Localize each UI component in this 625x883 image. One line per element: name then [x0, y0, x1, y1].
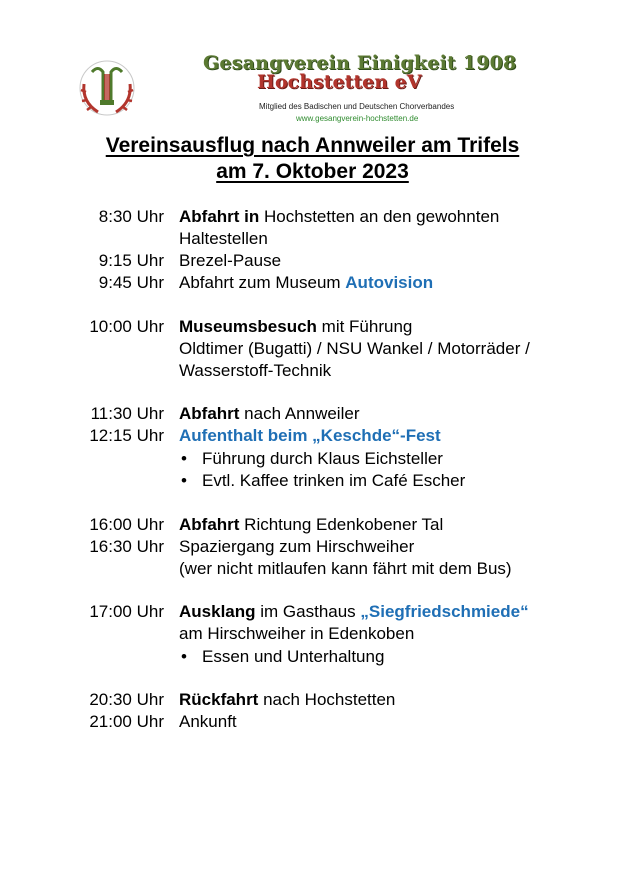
- schedule-desc: [179, 403, 359, 425]
- schedule-time: 8:30 Uhr: [98, 207, 164, 226]
- bullet-icon: •: [181, 471, 187, 490]
- bullet-item: [0, 470, 625, 492]
- schedule-time: 16:30 Uhr: [89, 537, 164, 556]
- website-link[interactable]: www.gesangverein-hochstetten.de: [296, 114, 419, 123]
- desc-text: Wasserstoff-Technik: [179, 361, 332, 380]
- schedule-time: 9:15 Uhr: [98, 251, 164, 270]
- schedule-desc: [179, 514, 443, 536]
- schedule-desc: [179, 272, 433, 294]
- bullet-item: [0, 646, 625, 668]
- schedule-row: [0, 250, 625, 272]
- desc-bold: Ausklang: [179, 602, 256, 621]
- bullet-text: Evtl. Kaffee trinken im Café Escher: [202, 471, 466, 490]
- title-line1: Vereinsausflug nach Annweiler am Trifels: [105, 134, 520, 157]
- schedule-row: [0, 272, 625, 294]
- desc-text: Oldtimer (Bugatti) / NSU Wankel / Motorräder /: [179, 339, 530, 358]
- schedule-desc: [179, 689, 395, 711]
- org-name-line1: Gesangverein Einigkeit 1908: [203, 52, 517, 74]
- letterhead: [0, 0, 625, 130]
- schedule-time: 17:00 Uhr: [89, 602, 164, 621]
- schedule-desc: [179, 601, 529, 623]
- schedule-row: [0, 689, 625, 711]
- membership-text: Mitglied des Badischen und Deutschen Chorverbandes: [259, 102, 455, 111]
- desc-text: Hochstetten an den gewohnten: [259, 207, 500, 226]
- schedule-row: [0, 711, 625, 733]
- schedule-row-cont: [0, 558, 625, 580]
- schedule-time: 12:15 Uhr: [89, 426, 164, 445]
- desc-bold: Museumsbesuch: [179, 317, 317, 336]
- desc-text: Richtung Edenkobener Tal: [239, 515, 444, 534]
- title-line2: am 7. Oktober 2023: [216, 160, 409, 183]
- desc-highlight: „Siegfriedschmiede“: [360, 602, 529, 621]
- desc-text: Ankunft: [179, 712, 237, 731]
- desc-bold: Rückfahrt: [179, 690, 259, 709]
- desc-text: am Hirschweiher in Edenkoben: [179, 624, 415, 643]
- schedule-row: [0, 536, 625, 558]
- desc-text: Haltestellen: [179, 229, 268, 248]
- schedule-desc: [179, 206, 499, 228]
- desc-highlight: Aufenthalt beim „Keschde“-Fest: [179, 426, 441, 445]
- schedule-time: 21:00 Uhr: [89, 712, 164, 731]
- desc-bold: Abfahrt: [179, 515, 240, 534]
- desc-text: im Gasthaus: [255, 602, 361, 621]
- schedule-row: [0, 206, 625, 228]
- desc-highlight: Autovision: [345, 273, 434, 292]
- page-subtitle: [0, 160, 625, 184]
- schedule-row-cont: [0, 338, 625, 360]
- desc-text: mit Führung: [316, 317, 413, 336]
- desc-text: Abfahrt zum Museum: [179, 273, 346, 292]
- schedule-row: [0, 601, 625, 623]
- schedule-time: 20:30 Uhr: [89, 690, 164, 709]
- desc-text: nach Annweiler: [239, 404, 360, 423]
- bullet-icon: •: [181, 647, 187, 666]
- schedule-row-cont: [0, 623, 625, 645]
- desc-text: Brezel-Pause: [179, 251, 282, 270]
- desc-bold: Abfahrt in: [179, 207, 260, 226]
- desc-text: (wer nicht mitlaufen kann fährt mit dem Bus): [179, 559, 512, 578]
- schedule-time: 11:30 Uhr: [90, 404, 164, 423]
- schedule-row: [0, 403, 625, 425]
- bullet-item: [0, 448, 625, 470]
- page-title: [0, 134, 625, 158]
- bullet-text: Führung durch Klaus Eichsteller: [202, 449, 443, 468]
- schedule-row: [0, 425, 625, 447]
- schedule-time: 16:00 Uhr: [89, 515, 164, 534]
- lyre-laurel-logo-icon: [76, 60, 138, 118]
- schedule-row-cont: [0, 228, 625, 250]
- schedule-time: 10:00 Uhr: [89, 317, 164, 336]
- org-name-line2: Hochstetten eV: [257, 71, 422, 93]
- schedule-row: [0, 316, 625, 338]
- schedule-desc: [179, 316, 412, 338]
- desc-bold: Abfahrt: [179, 404, 240, 423]
- schedule-row: [0, 514, 625, 536]
- schedule-row-cont: [0, 360, 625, 382]
- desc-text: nach Hochstetten: [258, 690, 396, 709]
- bullet-icon: •: [181, 449, 187, 468]
- desc-text: Spaziergang zum Hirschweiher: [179, 537, 415, 556]
- schedule-time: 9:45 Uhr: [98, 273, 164, 292]
- bullet-text: Essen und Unterhaltung: [202, 647, 385, 666]
